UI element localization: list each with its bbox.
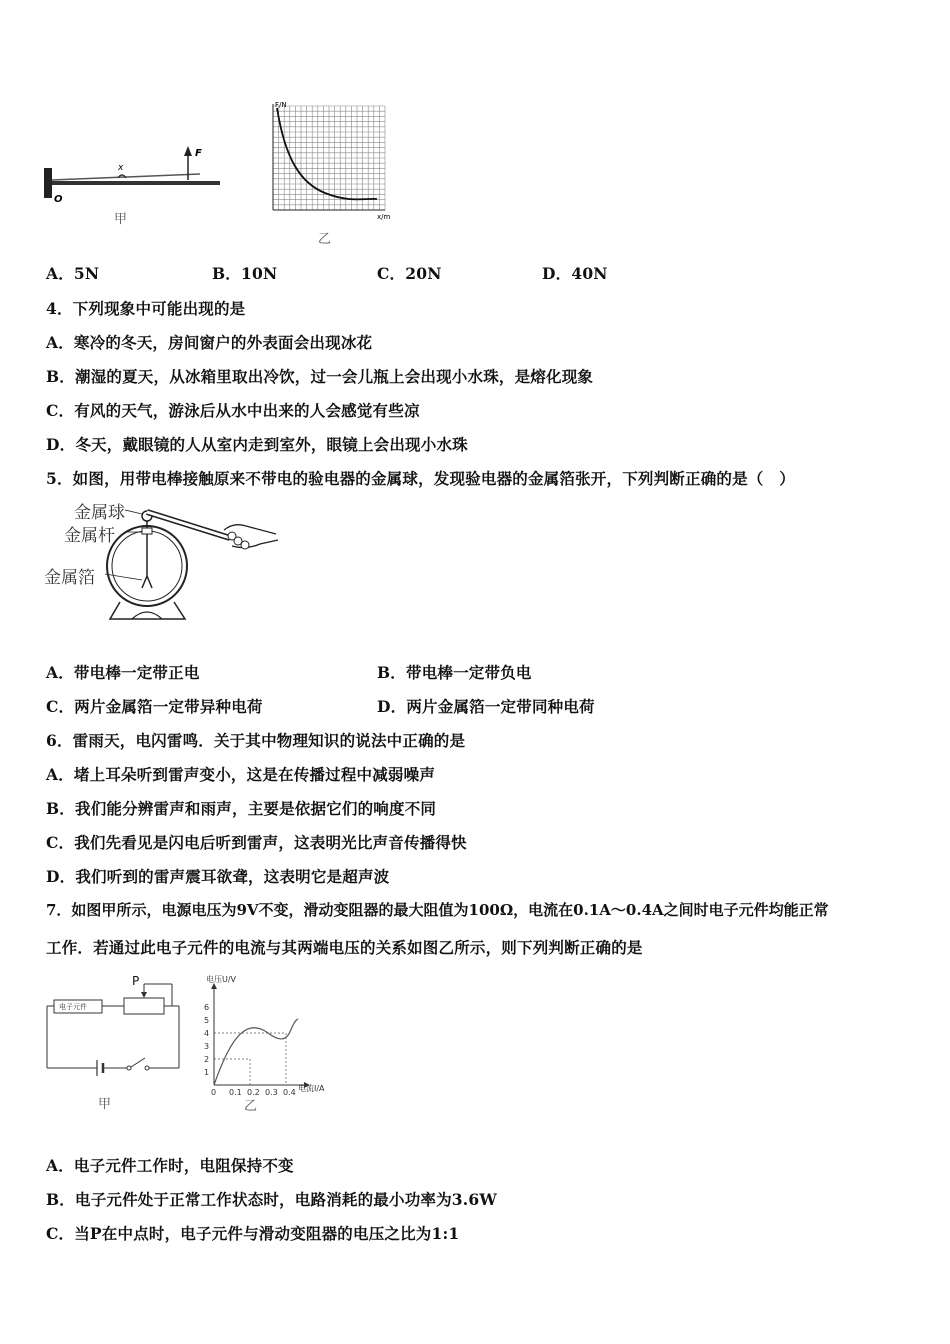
q5-option-a[interactable]: A．带电棒一定带正电 [46,663,200,682]
x-axis-label: x/m [377,213,391,221]
metal-foil [142,576,152,588]
q4-option-d[interactable]: D．冬天，戴眼镜的人从室内走到室外，眼镜上会出现小水珠 [46,435,468,454]
label-metal-rod: 金属杆 [64,526,115,546]
switch [131,1058,145,1067]
label-x: x [118,163,124,173]
x-tick-label: 0.3 [265,1088,278,1095]
force-distance-graph [255,98,395,223]
label-F: F [195,148,202,159]
graph-y-label: 电压U/V [206,975,237,984]
graph-x-label: 电流I/A [298,1084,325,1093]
label-metal-foil: 金属箔 [44,568,95,588]
q6-stem: 6．雷雨天，电闪雷鸣．关于其中物理知识的说法中正确的是 [46,731,466,750]
y-tick-label: 5 [204,1016,210,1025]
q7-fig-yi-caption: 乙 [244,1099,258,1114]
q7-option-c[interactable]: C．当P在中点时，电子元件与滑动变阻器的电压之比为1:1 [46,1224,460,1243]
circuit-component-label: 电子元件 [59,1003,87,1011]
q7-fig-jia-caption: 甲 [98,1097,112,1112]
wall-support [44,168,52,198]
q3-fig-jia-caption: 甲 [114,212,128,227]
q6-option-c[interactable]: C．我们先看见是闪电后听到雷声，这表明光比声音传播得快 [46,833,467,852]
q6-option-b[interactable]: B．我们能分辨雷声和雨声，主要是依据它们的响度不同 [46,799,437,818]
q4-option-a[interactable]: A．寒冷的冬天，房间窗户的外表面会出现冰花 [46,333,373,352]
q6-option-d[interactable]: D．我们听到的雷声震耳欲聋，这表明它是超声波 [46,867,390,886]
q5-stem: 5．如图，用带电棒接触原来不带电的验电器的金属球，发现验电器的金属箔张开，下列判断正确的是（ ） [46,469,795,488]
q5-option-b[interactable]: B．带电棒一定带负电 [377,663,532,682]
q6-option-a[interactable]: A．堵上耳朵听到雷声变小，这是在传播过程中减弱噪声 [46,765,436,784]
q3-option-a[interactable]: A．5N [46,264,100,283]
q4-option-c[interactable]: C．有风的天气，游泳后从水中出来的人会感觉有些凉 [46,401,420,420]
y-tick-label: 1 [204,1068,210,1077]
q3-option-c[interactable]: C．20N [377,264,442,283]
q3-option-d[interactable]: D．40N [542,264,608,283]
slider-label: P [132,974,140,988]
rheostat [124,998,164,1014]
vi-curve [214,1019,298,1085]
q3-figure-yi [255,98,395,223]
x-tick-label: 0.4 [283,1088,296,1095]
q4-option-b[interactable]: B．潮湿的夏天，从冰箱里取出冷饮，过一会儿瓶上会出现小水珠，是熔化现象 [46,367,594,386]
q3-option-b[interactable]: B．10N [212,264,278,283]
q5-option-c[interactable]: C．两片金属箔一定带异种电荷 [46,697,263,716]
x-tick-label: 0.1 [229,1088,242,1095]
label-O: O [54,194,63,205]
q7-stem-line2: 工作．若通过此电子元件的电流与其两端电压的关系如图乙所示，则下列判断正确的是 [46,938,643,957]
x-tick-label: 0 [211,1088,217,1095]
q5-option-d[interactable]: D．两片金属箔一定带同种电荷 [377,697,595,716]
lever-diagram [40,140,230,230]
y-axis-label: F/N [275,101,287,109]
q7-voltage-current-graph [200,975,340,1095]
q3-fig-yi-caption: 乙 [318,232,332,247]
q7-stem-line1: 7．如图甲所示，电源电压为9V不变，滑动变阻器的最大阻值为100Ω，电流在0.1A～0.4A之间时电子元件均能正常 [46,901,829,919]
q7-circuit-figure [42,972,192,1082]
label-metal-ball: 金属球 [74,503,125,523]
circuit-diagram [42,972,192,1082]
q7-option-a[interactable]: A．电子元件工作时，电阻保持不变 [46,1156,294,1175]
y-tick-label: 2 [204,1055,210,1064]
q3-figure-jia [40,140,230,230]
x-tick-label: 0.2 [247,1088,260,1095]
y-tick-label: 3 [204,1042,210,1051]
q4-stem: 4．下列现象中可能出现的是 [46,299,246,318]
q7-option-b[interactable]: B．电子元件处于正常工作状态时，电路消耗的最小功率为3.6W [46,1190,497,1209]
y-tick-label: 4 [204,1029,210,1038]
electroscope-base [110,602,185,619]
y-tick-label: 6 [204,1003,210,1012]
